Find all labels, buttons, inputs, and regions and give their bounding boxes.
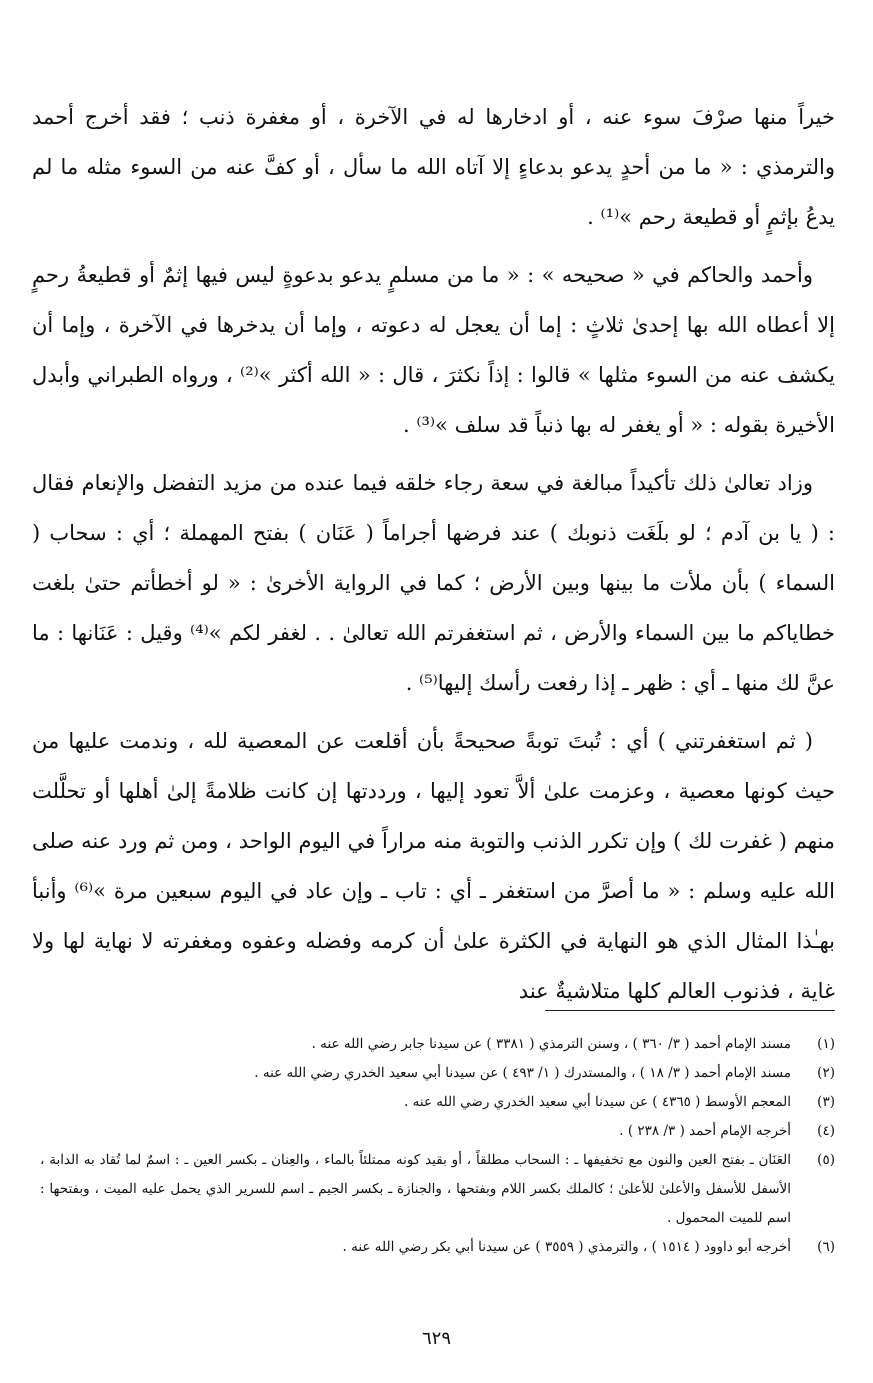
page-number: ٦٢٩ (421, 1328, 451, 1349)
footnote-text: مسند الإمام أحمد ( ٣/ ٣٦٠ ) ، وسنن الترمذي ( ٣٣٨١ ) عن سيدنا جابر رضي الله عنه . (311, 1036, 791, 1052)
paragraph-3: وزاد تعالىٰ ذلك تأكيداً مبالغة في سعة رجاء خلقه فيما عنده من مزيد التفضل والإنعام فقال : ( يا بن آدم ؛ لو بلَغَت ذنوبك ) عند فرضها أجراماً ( عَنَان ) بفتح المهملة ؛ أي : سحاب ( السماء ) بأن ملأت ما بينها وبين الأرض ؛ كما في الرواية الأخرىٰ : « لو أخطأتم حتىٰ بلغت خطاياكم ما بين السماء والأرض ، ثم استغفرتم الله تعالىٰ . . لغفر لكم »⁽⁴⁾ وقيل : عَنَانها : ما عنَّ لك منها ـ أي : ظهر ـ إذا رفعت رأسك إليها⁽⁵⁾ . (32, 471, 835, 695)
paragraph-1: خيراً منها صرْفَ سوء عنه ، أو ادخارها له في الآخرة ، أو مغفرة ذنب ؛ فقد أخرج أحمد والترمذي : « ما من أحدٍ يدعو بدعاءٍ إلا آتاه الله ما سأل ، أو كفَّ عنه من السوء مثله ما لم يدعُ بإثمٍ أو قطيعة رحم »⁽¹⁾ . (32, 105, 835, 229)
footnote-number: (٥) (817, 1152, 835, 1168)
footnote-6 (40, 1233, 835, 1262)
footnotes (40, 1030, 835, 1262)
main-text (32, 92, 835, 1024)
footnote-text: أخرجه الإمام أحمد ( ٣/ ٢٣٨ ) . (619, 1123, 791, 1139)
footnote-number: (٦) (817, 1239, 835, 1255)
footnote-5 (40, 1146, 835, 1233)
paragraph-4: ( ثم استغفرتني ) أي : تُبتَ توبةً صحيحةً بأن أقلعت عن المعصية لله ، وندمت عليها من حيث كونها معصية ، وعزمت علىٰ ألاَّ تعود إليها ، ورددتها إن كانت ظلامةً إلىٰ أهلها أو تحلَّلت منهم ( غفرت لك ) وإن تكرر الذنب والتوبة منه مراراً في اليوم الواحد ، ومن ثم ورد عنه صلى الله عليه وسلم : « ما أصرَّ من استغفر ـ أي : تاب ـ وإن عاد في اليوم سبعين مرة »⁽⁶⁾ وأنبأ بهـٰذا المثال الذي هو النهاية في الكثرة علىٰ أن كرمه وفضله وعفوه ومغفرته لا نهاية لها ولا غاية ، فذنوب العالم كلها متلاشيةٌ عند (32, 729, 835, 1003)
footnote-3 (40, 1088, 835, 1117)
footnote-number: (٢) (817, 1065, 835, 1081)
footnote-number: (٣) (817, 1094, 835, 1110)
footnote-number: (١) (817, 1036, 835, 1052)
footnote-2 (40, 1059, 835, 1088)
footnote-text: العَنَان ـ بفتح العين والنون مع تخفيفها ـ : السحاب مطلقاً ، أو بقيد كونه ممتلئاً بالماء ، والعِنان ـ بكسر العين ـ : اسمٌ لما تُقاد به الدابة ، الأسفل للأسفل والأعلىٰ للأعلىٰ ؛ كالملك بكسر اللام وبفتحها ، والجنازة ـ بكسر الجيم ـ اسم للسرير الذي يحمل عليه الميت ، وبفتحها : اسم للميت المحمول . (40, 1152, 791, 1226)
footnote-4 (40, 1117, 835, 1146)
paragraph-2: وأحمد والحاكم في « صحيحه » : « ما من مسلمٍ يدعو بدعوةٍ ليس فيها إثمٌ أو قطيعةُ رحمٍ إلا أعطاه الله بها إحدىٰ ثلاثٍ : إما أن يعجل له دعوته ، وإما أن يدخرها في الآخرة ، وإما أن يكشف عنه من السوء مثلها » قالوا : إذاً نكثرَ ، قال : « الله أكثر »⁽²⁾ ، ورواه الطبراني وأبدل الأخيرة بقوله : « أو يغفر له بها ذنباً قد سلف »⁽³⁾ . (32, 263, 835, 437)
footnote-number: (٤) (817, 1123, 835, 1139)
footnote-text: المعجم الأوسط ( ٤٣٦٥ ) عن سيدنا أبي سعيد الخدري رضي الله عنه . (404, 1094, 791, 1110)
footnote-1 (40, 1030, 835, 1059)
footnote-text: مسند الإمام أحمد ( ٣/ ١٨ ) ، والمستدرك ( ١/ ٤٩٣ ) عن سيدنا أبي سعيد الخدري رضي الله عنه . (254, 1065, 791, 1081)
footnote-separator (545, 1010, 835, 1011)
footnote-text: أخرجه أبو داوود ( ١٥١٤ ) ، والترمذي ( ٣٥٥٩ ) عن سيدنا أبي بكر رضي الله عنه . (342, 1239, 791, 1255)
